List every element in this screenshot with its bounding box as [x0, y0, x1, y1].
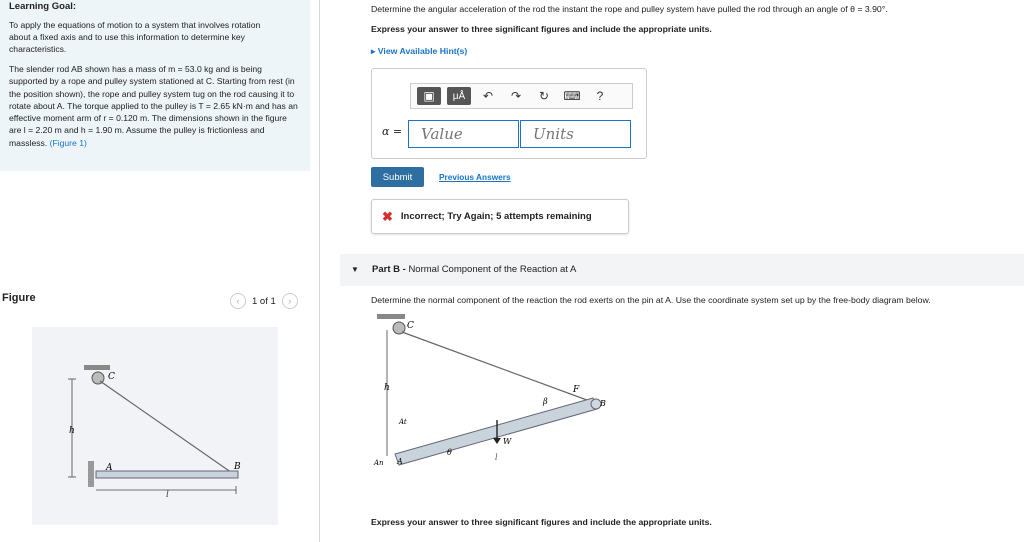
- feedback-box: [371, 199, 629, 234]
- learning-goal-title: Learning Goal:: [9, 1, 77, 12]
- figure-pager: [230, 293, 298, 309]
- fbd-label-at: At: [399, 418, 407, 426]
- keyboard-icon[interactable]: ⌨: [563, 89, 581, 103]
- answer-box: [371, 68, 647, 159]
- caret-down-icon: ▼: [351, 265, 359, 274]
- learning-goal-panel: [0, 0, 310, 171]
- fbd-label-an: An: [374, 459, 384, 467]
- fbd-label-f: F: [573, 385, 580, 395]
- math-toolbar: [410, 83, 633, 109]
- rod-pulley-figure: [32, 327, 278, 525]
- fbd-label-b: B: [600, 399, 606, 408]
- help-button[interactable]: ?: [596, 89, 604, 103]
- fbd-figure: [371, 308, 636, 476]
- caret-right-icon: ▸: [371, 46, 376, 56]
- fbd-rope: [402, 332, 595, 403]
- panel-divider: [319, 0, 320, 542]
- problem-text: The slender rod AB shown has a mass of m = 53.0 kg and is being supported by a rope and pulley system stationed at C. Starting from rest (in the position shown), the rope and pulley system tug on the rod causing it to rotate about A. The torque applied to the pulley is T = 2.65 kN·m and has an effective moment arm of r = 0.120 m. The dimensions shown in the figure are l = 2.20 m and h = 1.90 m. Assume the pulley is frictionless and massless.: [9, 64, 298, 148]
- rope: [100, 381, 235, 475]
- fbd-label-w: W: [503, 437, 512, 446]
- variable-label: α =: [382, 125, 403, 138]
- fbd-ceiling-mount: [377, 314, 405, 319]
- part-b-header[interactable]: [340, 254, 1024, 286]
- label-h: h: [69, 426, 75, 436]
- part-b-instruction: Express your answer to three significant figures and include the appropriate units.: [371, 517, 712, 527]
- part-b-prefix: Part B -: [372, 264, 406, 275]
- x-icon: ✖: [382, 208, 393, 224]
- rod: [96, 471, 238, 478]
- chevron-left-icon[interactable]: ‹: [230, 293, 246, 309]
- view-hints-link[interactable]: [371, 46, 467, 57]
- figure-image: [32, 327, 278, 525]
- part-b-title: [372, 264, 576, 275]
- free-body-diagram: [371, 308, 636, 476]
- previous-answers-link[interactable]: Previous Answers: [439, 172, 511, 182]
- fbd-label-beta: β: [543, 397, 548, 406]
- fbd-label-a: A: [397, 457, 403, 466]
- part-a-question: Determine the angular acceleration of the rod the instant the rope and pulley system have pulled the rod through an angle of θ = 3.90°.: [371, 4, 888, 14]
- problem-statement: [9, 63, 301, 149]
- fbd-label-h: h: [384, 383, 390, 393]
- part-b-question: Determine the normal component of the reaction the rod exerts on the pin at A. Use the coordinate system set up by the free-body diagram below.: [371, 295, 931, 305]
- label-c: C: [108, 372, 115, 382]
- fbd-label-c: C: [407, 321, 414, 331]
- redo-icon[interactable]: ↷: [510, 89, 522, 103]
- label-a: A: [106, 463, 113, 473]
- reset-icon[interactable]: ↻: [538, 89, 550, 103]
- part-b-title-text: Normal Component of the Reaction at A: [408, 264, 577, 275]
- part-a-instruction: Express your answer to three significant figures and include the appropriate units.: [371, 24, 712, 34]
- feedback-message: Incorrect; Try Again; 5 attempts remaining: [400, 211, 592, 222]
- label-l: l: [166, 490, 169, 500]
- pager-text: 1 of 1: [252, 295, 276, 307]
- figure-title: Figure: [2, 292, 36, 304]
- undo-icon[interactable]: ↶: [482, 89, 494, 103]
- fbd-label-l: l: [495, 453, 498, 462]
- label-b: B: [234, 462, 241, 472]
- units-input[interactable]: [520, 120, 631, 148]
- fbd-label-theta: θ: [447, 448, 452, 457]
- units-button[interactable]: μÅ: [447, 87, 471, 105]
- value-input[interactable]: [408, 120, 519, 148]
- templates-icon[interactable]: ▣: [417, 87, 441, 105]
- chevron-right-icon[interactable]: ›: [282, 293, 298, 309]
- figure-link[interactable]: (Figure 1): [49, 137, 87, 148]
- ceiling-mount: [84, 365, 110, 370]
- submit-button[interactable]: Submit: [371, 167, 424, 187]
- wall-pin: [88, 461, 94, 487]
- learning-goal-intro: To apply the equations of motion to a system that involves rotation about a fixed axis and to use this information to determine key characteristics.: [9, 20, 261, 54]
- view-hints-label: View Available Hint(s): [377, 46, 468, 56]
